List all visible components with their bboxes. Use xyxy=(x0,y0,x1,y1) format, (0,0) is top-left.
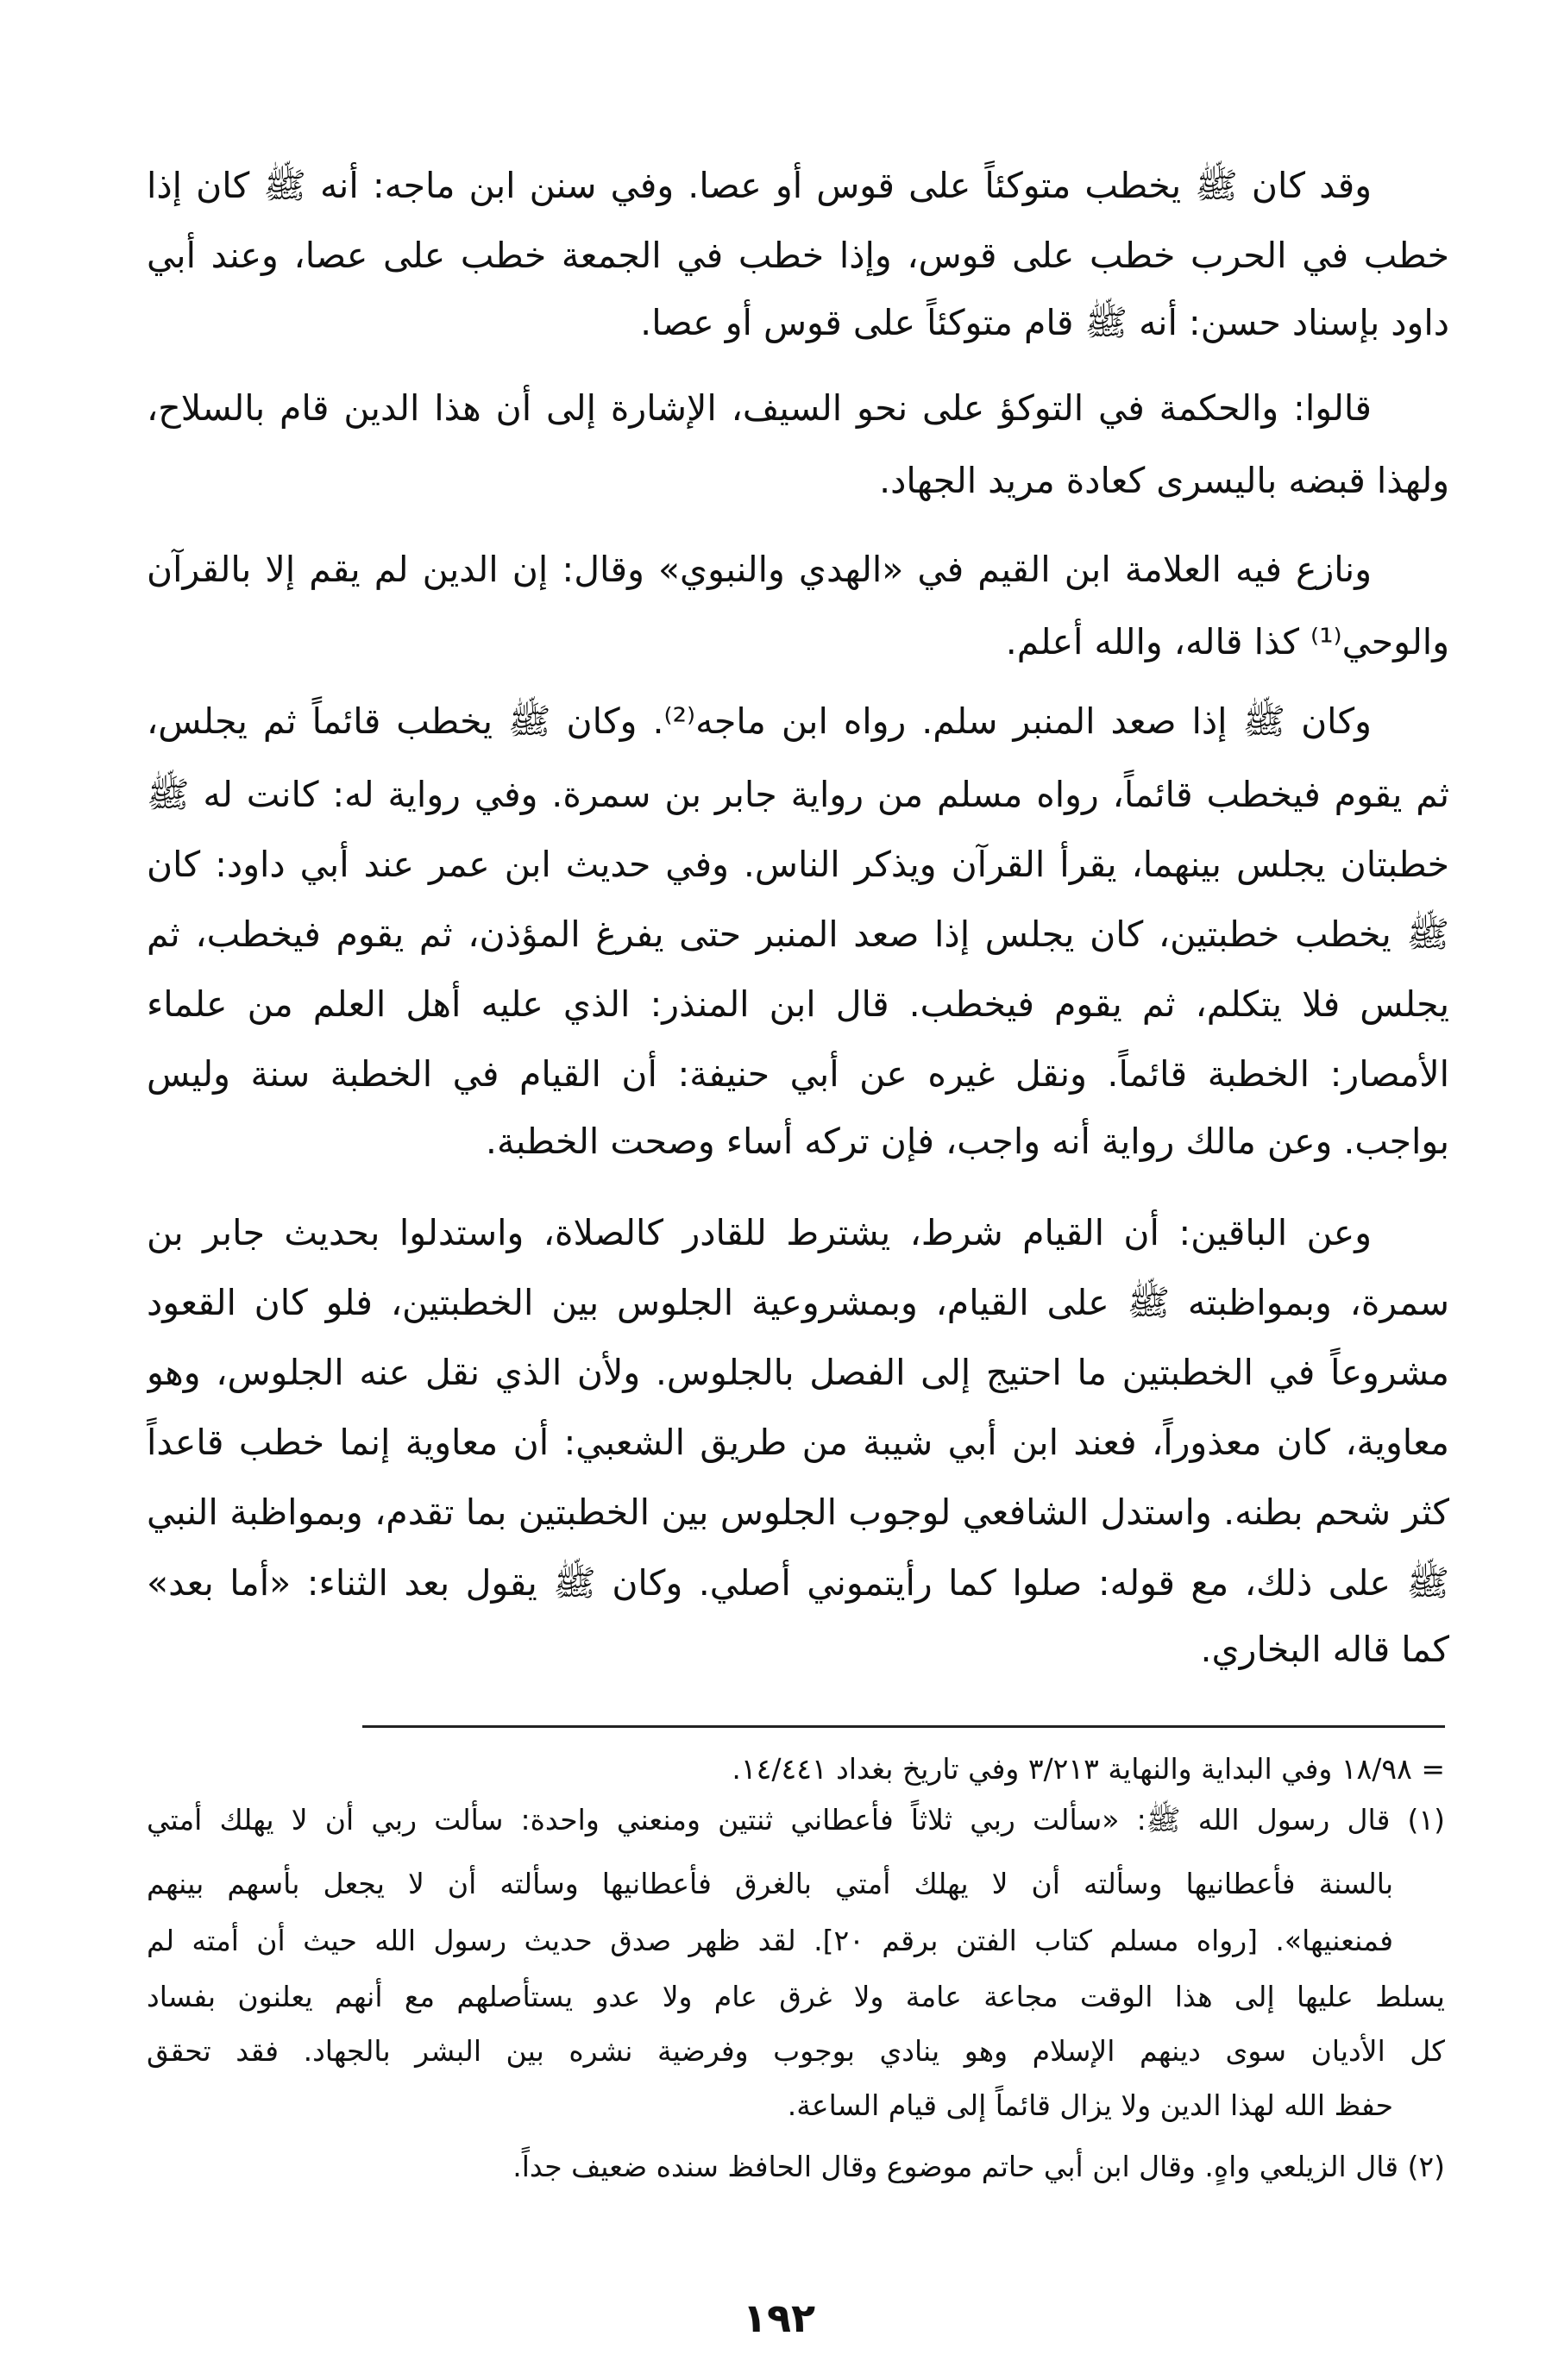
footnote-1-line: بالسنة فأعطانيها وسألته أن لا يهلك أمتي بالغرق فأعطانيها وسألته أن لا يجعل بأسهم بينهم xyxy=(147,1867,1393,1900)
paragraph-4-line: بواجب. وعن مالك رواية أنه واجب، فإن تركه أساء وصحت الخطبة. xyxy=(485,1121,1449,1162)
paragraph-5-line: مشروعاً في الخطبتين ما احتيج إلى الفصل بالجلوس. ولأن الذي نقل عنه الجلوس، وهو xyxy=(147,1352,1449,1393)
paragraph-5-line: ﷺ على ذلك، مع قوله: صلوا كما رأيتموني أصلي. وكان ﷺ يقول بعد الثناء: «أما بعد» xyxy=(147,1562,1449,1604)
paragraph-4-line: ﷺ يخطب خطبتين، كان يجلس إذا صعد المنبر حتى يفرغ المؤذن، ثم يقوم فيخطب، ثم xyxy=(147,914,1449,955)
paragraph-5-line: كما قاله البخاري. xyxy=(1200,1629,1449,1670)
paragraph-3-line: ونازع فيه العلامة ابن القيم في «الهدي والنبوي» وقال: إن الدين لم يقم إلا بالقرآن xyxy=(147,549,1372,590)
paragraph-4-line: يجلس فلا يتكلم، ثم يقوم فيخطب. قال ابن المنذر: الذي عليه أهل العلم من علماء xyxy=(147,983,1449,1025)
paragraph-1-line: وقد كان ﷺ يخطب متوكئاً على قوس أو عصا. وفي سنن ابن ماجه: أنه ﷺ كان إذا xyxy=(147,165,1372,206)
footnote-2: (٢) قال الزيلعي واهٍ. وقال ابن أبي حاتم موضوع وقال الحافظ سنده ضعيف جداً. xyxy=(512,2150,1445,2183)
paragraph-5-line: معاوية، كان معذوراً، فعند ابن أبي شيبة من طريق الشعبي: أن معاوية إنما خطب قاعداً xyxy=(147,1422,1449,1463)
footnote-continued: = ١٨/٩٨ وفي البداية والنهاية ٣/٢١٣ وفي تاريخ بغداد ١٤/٤٤١. xyxy=(732,1752,1445,1786)
footnote-1-line: فمنعنيها». [رواه مسلم كتاب الفتن برقم ٢٠]. لقد ظهر صدق حديث رسول الله حيث أن أمته لم xyxy=(147,1924,1393,1957)
paragraph-1-line: داود بإسناد حسن: أنه ﷺ قام متوكئاً على قوس أو عصا. xyxy=(640,302,1449,343)
paragraph-4-line: ثم يقوم فيخطب قائماً، رواه مسلم من رواية جابر بن سمرة. وفي رواية له: كانت له ﷺ xyxy=(147,774,1449,815)
paragraph-4-line: خطبتان يجلس بينهما، يقرأ القرآن ويذكر الناس. وفي حديث ابن عمر عند أبي داود: كان xyxy=(147,844,1449,885)
page-number: ١٩٢ xyxy=(742,2295,816,2341)
footnote-1-line: يسلط عليها إلى هذا الوقت مجاعة عامة ولا غرق عام ولا عدو يستأصلهم مع أنهم يعلنون بفساد xyxy=(147,1980,1445,2013)
footnote-1-line: حفظ الله لهذا الدين ولا يزال قائماً إلى قيام الساعة. xyxy=(787,2088,1393,2122)
paragraph-4-line: الأمصار: الخطبة قائماً. ونقل غيره عن أبي حنيفة: أن القيام في الخطبة سنة وليس xyxy=(147,1053,1449,1095)
paragraph-4-line: وكان ﷺ إذا صعد المنبر سلم. رواه ابن ماجه⁽²⁾. وكان ﷺ يخطب قائماً ثم يجلس، xyxy=(147,700,1372,742)
paragraph-1-line: خطب في الحرب خطب على قوس، وإذا خطب في الجمعة خطب على عصا، وعند أبي xyxy=(147,235,1449,276)
paragraph-5-line: وعن الباقين: أن القيام شرط، يشترط للقادر كالصلاة، واستدلوا بحديث جابر بن xyxy=(147,1212,1372,1253)
footnote-1-line: كل الأديان سوى دينهم الإسلام وهو ينادي بوجوب وفرضية نشره بين البشر بالجهاد. فقد تحقق xyxy=(147,2034,1445,2068)
footnote-divider xyxy=(362,1725,1445,1728)
paragraph-2-line: ولهذا قبضه باليسرى كعادة مريد الجهاد. xyxy=(879,460,1449,501)
footnote-1-line: (١) قال رسول الله ﷺ: «سألت ربي ثلاثاً فأعطاني ثنتين ومنعني واحدة: سألت ربي أن لا يهلك أمتي xyxy=(147,1803,1445,1837)
paragraph-2-line: قالوا: والحكمة في التوكؤ على نحو السيف، الإشارة إلى أن هذا الدين قام بالسلاح، xyxy=(147,387,1372,429)
paragraph-5-line: كثر شحم بطنه. واستدل الشافعي لوجوب الجلوس بين الخطبتين بما تقدم، وبمواظبة النبي xyxy=(147,1491,1449,1533)
paragraph-5-line: سمرة، وبمواظبته ﷺ على القيام، وبمشروعية الجلوس بين الخطبتين، فلو كان القعود xyxy=(147,1282,1449,1323)
paragraph-3-line: والوحي⁽¹⁾ كذا قاله، والله أعلم. xyxy=(1005,621,1449,663)
